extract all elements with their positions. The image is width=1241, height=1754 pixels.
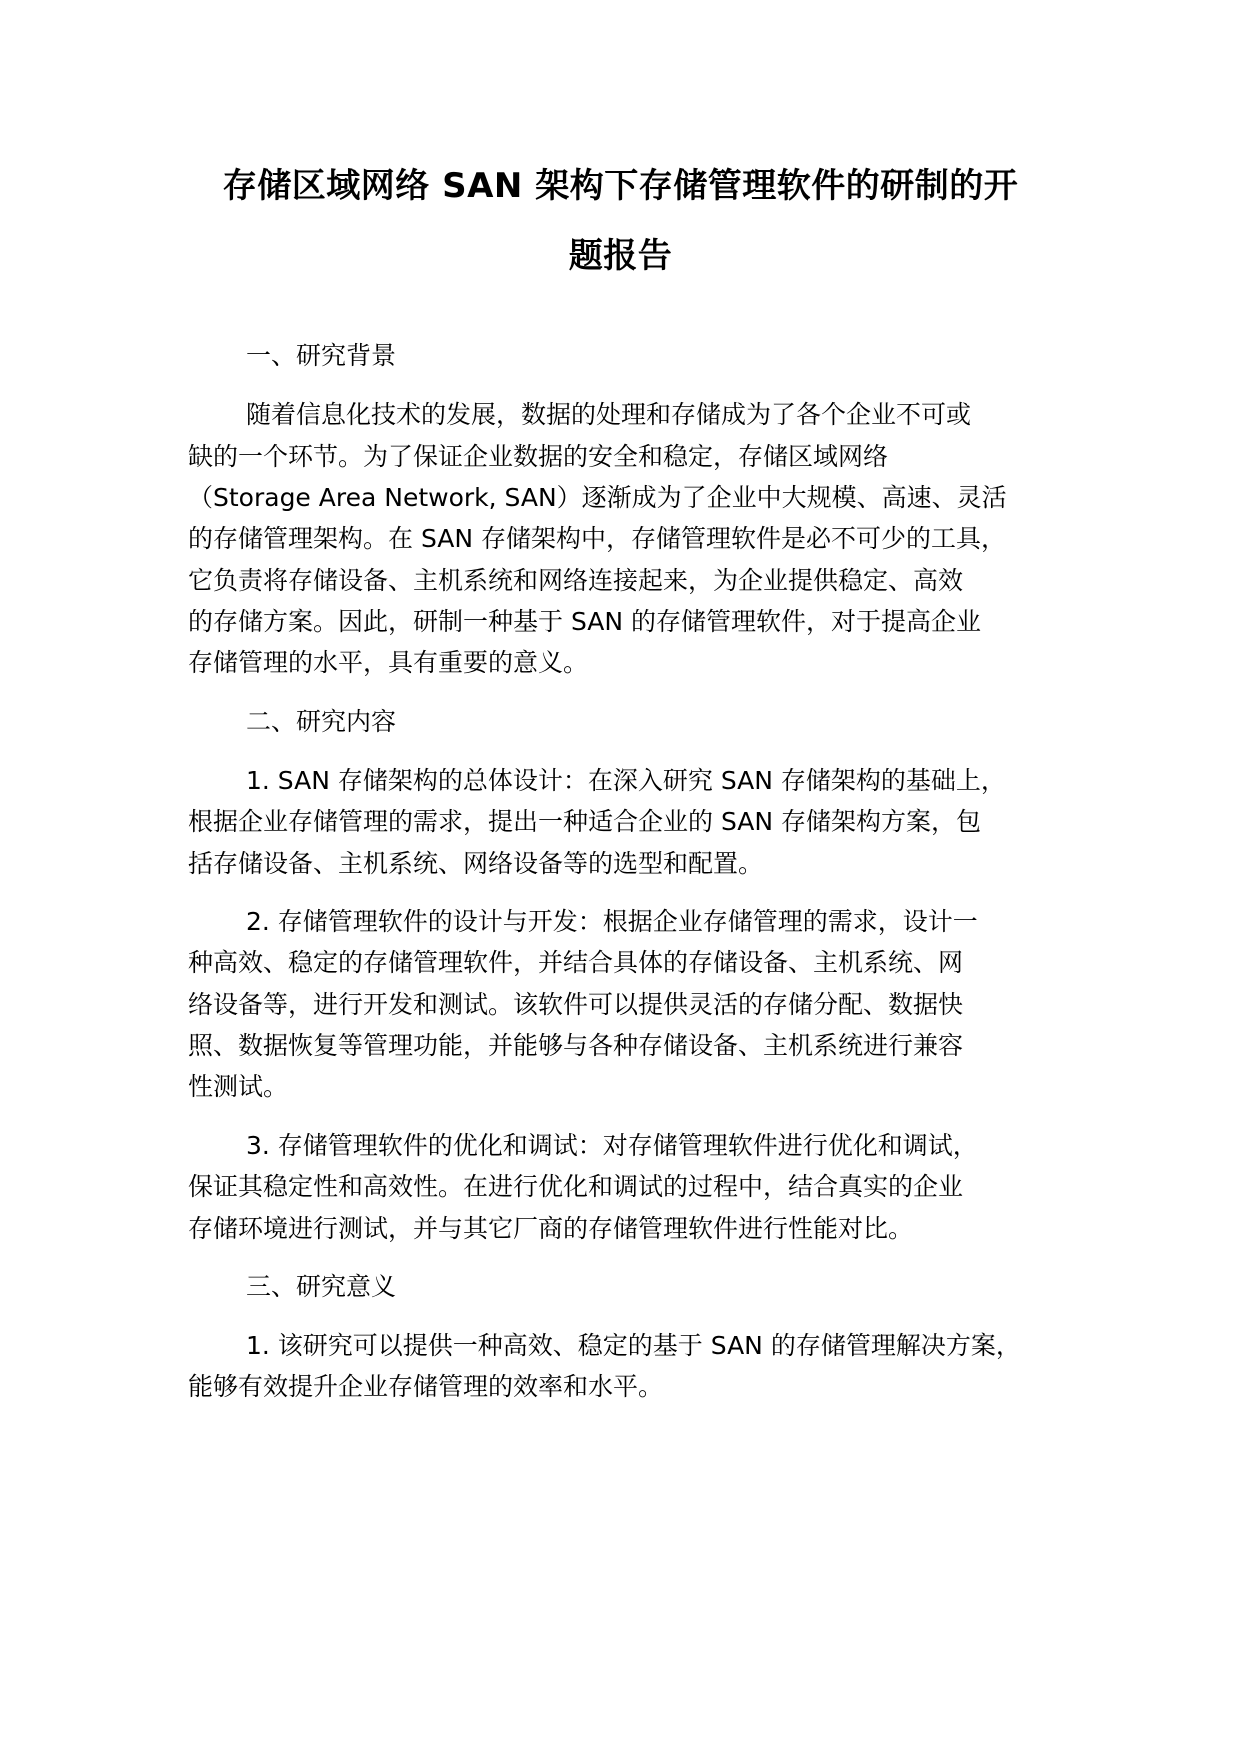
paragraph-line: 种高效、稳定的存储管理软件，并结合具体的存储设备、主机系统、网 xyxy=(188,948,964,977)
paragraph-line: 括存储设备、主机系统、网络设备等的选型和配置。 xyxy=(188,849,764,878)
paragraph-line: 性测试。 xyxy=(188,1072,289,1101)
paragraph-line: 存储环境进行测试，并与其它厂商的存储管理软件进行性能对比。 xyxy=(188,1214,914,1243)
section-heading-significance: 三、研究意义 xyxy=(246,1272,397,1301)
paragraph-line: 络设备等，进行开发和测试。该软件可以提供灵活的存储分配、数据快 xyxy=(188,990,964,1019)
paragraph-line: （Storage Area Network, SAN）逐渐成为了企业中大规模、高速、灵活 xyxy=(188,483,1007,512)
paragraph-line: 能够有效提升企业存储管理的效率和水平。 xyxy=(188,1372,664,1401)
paragraph-line: 3. 存储管理软件的优化和调试：对存储管理软件进行优化和调试， xyxy=(246,1131,978,1160)
paragraph-line: 1. SAN 存储架构的总体设计：在深入研究 SAN 存储架构的基础上， xyxy=(246,766,1006,795)
paragraph-line: 的存储方案。因此，研制一种基于 SAN 的存储管理软件，对于提高企业 xyxy=(188,607,982,636)
paragraph-line: 它负责将存储设备、主机系统和网络连接起来，为企业提供稳定、高效 xyxy=(188,566,964,595)
paragraph-line: 随着信息化技术的发展，数据的处理和存储成为了各个企业不可或 xyxy=(246,400,972,429)
paragraph-line: 照、数据恢复等管理功能，并能够与各种存储设备、主机系统进行兼容 xyxy=(188,1031,964,1060)
section-heading-background: 一、研究背景 xyxy=(246,341,397,370)
document-title-line-2: 题报告 xyxy=(568,236,673,276)
paragraph-line: 1. 该研究可以提供一种高效、稳定的基于 SAN 的存储管理解决方案， xyxy=(246,1331,1021,1360)
paragraph-line: 缺的一个环节。为了保证企业数据的安全和稳定，存储区域网络 xyxy=(188,442,889,471)
paragraph-line: 2. 存储管理软件的设计与开发：根据企业存储管理的需求，设计一 xyxy=(246,907,978,936)
section-heading-content: 二、研究内容 xyxy=(246,707,397,736)
document-title-line-1: 存储区域网络 SAN 架构下存储管理软件的研制的开 xyxy=(222,166,1019,206)
paragraph-line: 的存储管理架构。在 SAN 存储架构中，存储管理软件是必不可少的工具， xyxy=(188,524,1007,553)
paragraph-line: 保证其稳定性和高效性。在进行优化和调试的过程中，结合真实的企业 xyxy=(188,1172,964,1201)
paragraph-line: 存储管理的水平，具有重要的意义。 xyxy=(188,648,589,677)
paragraph-line: 根据企业存储管理的需求，提出一种适合企业的 SAN 存储架构方案，包 xyxy=(188,807,982,836)
